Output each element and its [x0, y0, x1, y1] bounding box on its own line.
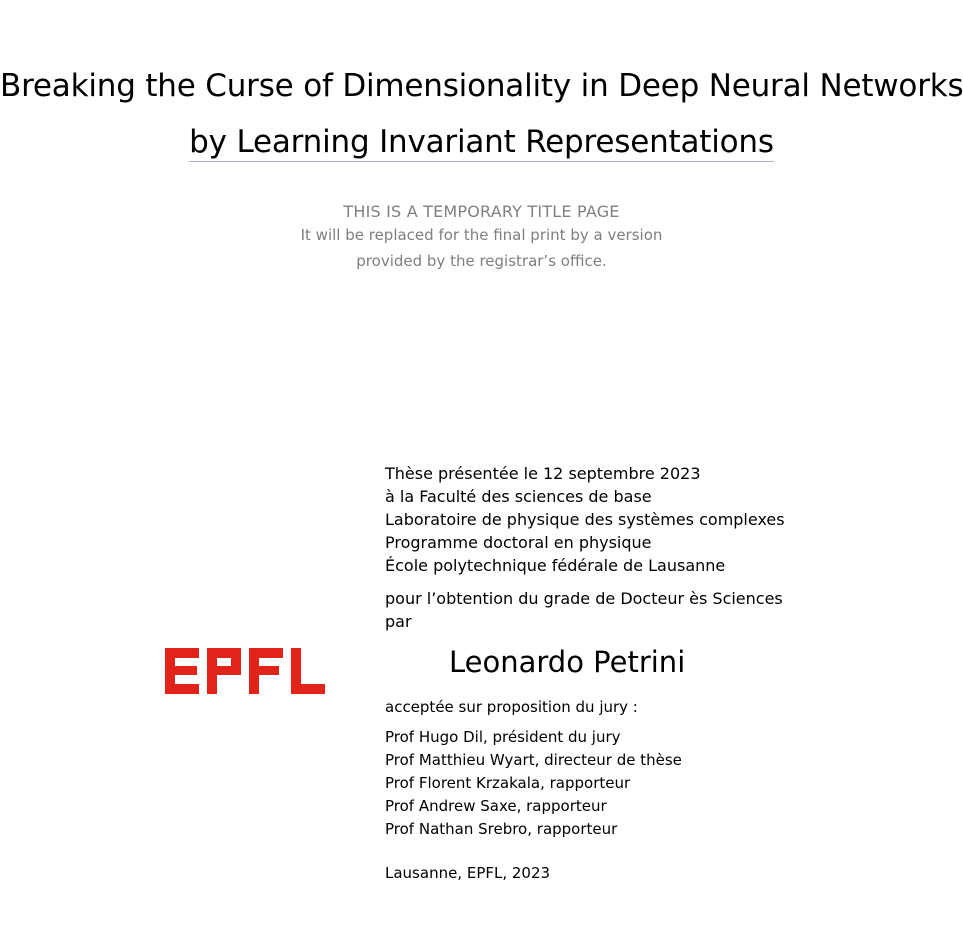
jury-member: Prof Andrew Saxe, rapporteur — [385, 797, 607, 815]
author-name: Leonardo Petrini — [449, 645, 686, 679]
jury-member: Prof Hugo Dil, président du jury — [385, 728, 621, 746]
epfl-logo — [165, 648, 325, 694]
jury-intro: acceptée sur proposition du jury : — [385, 698, 638, 716]
jury-member: Prof Nathan Srebro, rapporteur — [385, 820, 618, 838]
temporary-notice-line-1: It will be replaced for the final print by a version — [300, 226, 663, 244]
place-date: Lausanne, EPFL, 2023 — [385, 864, 551, 882]
info-degree-line: pour l’obtention du grade de Docteur ès Sciences — [385, 589, 783, 608]
info-faculty-line: à la Faculté des sciences de base — [385, 487, 652, 506]
jury-list — [385, 726, 785, 841]
title-line-2 — [0, 120, 963, 164]
jury-member: Prof Matthieu Wyart, directeur de thèse — [385, 751, 682, 769]
info-par-line: par — [385, 612, 412, 631]
info-date-line: Thèse présentée le 12 septembre 2023 — [385, 464, 701, 483]
thesis-title — [0, 64, 963, 164]
info-program-line: Programme doctoral en physique — [385, 533, 652, 552]
temporary-notice-heading: THIS IS A TEMPORARY TITLE PAGE — [343, 202, 620, 221]
temporary-notice-line-2: provided by the registrar’s office. — [356, 252, 607, 270]
title-line-1: Breaking the Curse of Dimensionality in Deep Neural Networks — [0, 68, 963, 104]
info-school-line: École polytechnique fédérale de Lausanne — [385, 556, 726, 575]
thesis-info — [385, 462, 785, 885]
jury-member: Prof Florent Krzakala, rapporteur — [385, 774, 631, 792]
info-lab-line: Laboratoire de physique des systèmes complexes — [385, 510, 785, 529]
temporary-notice — [0, 202, 963, 274]
title-line-2-text: by Learning Invariant Representations — [189, 124, 774, 160]
